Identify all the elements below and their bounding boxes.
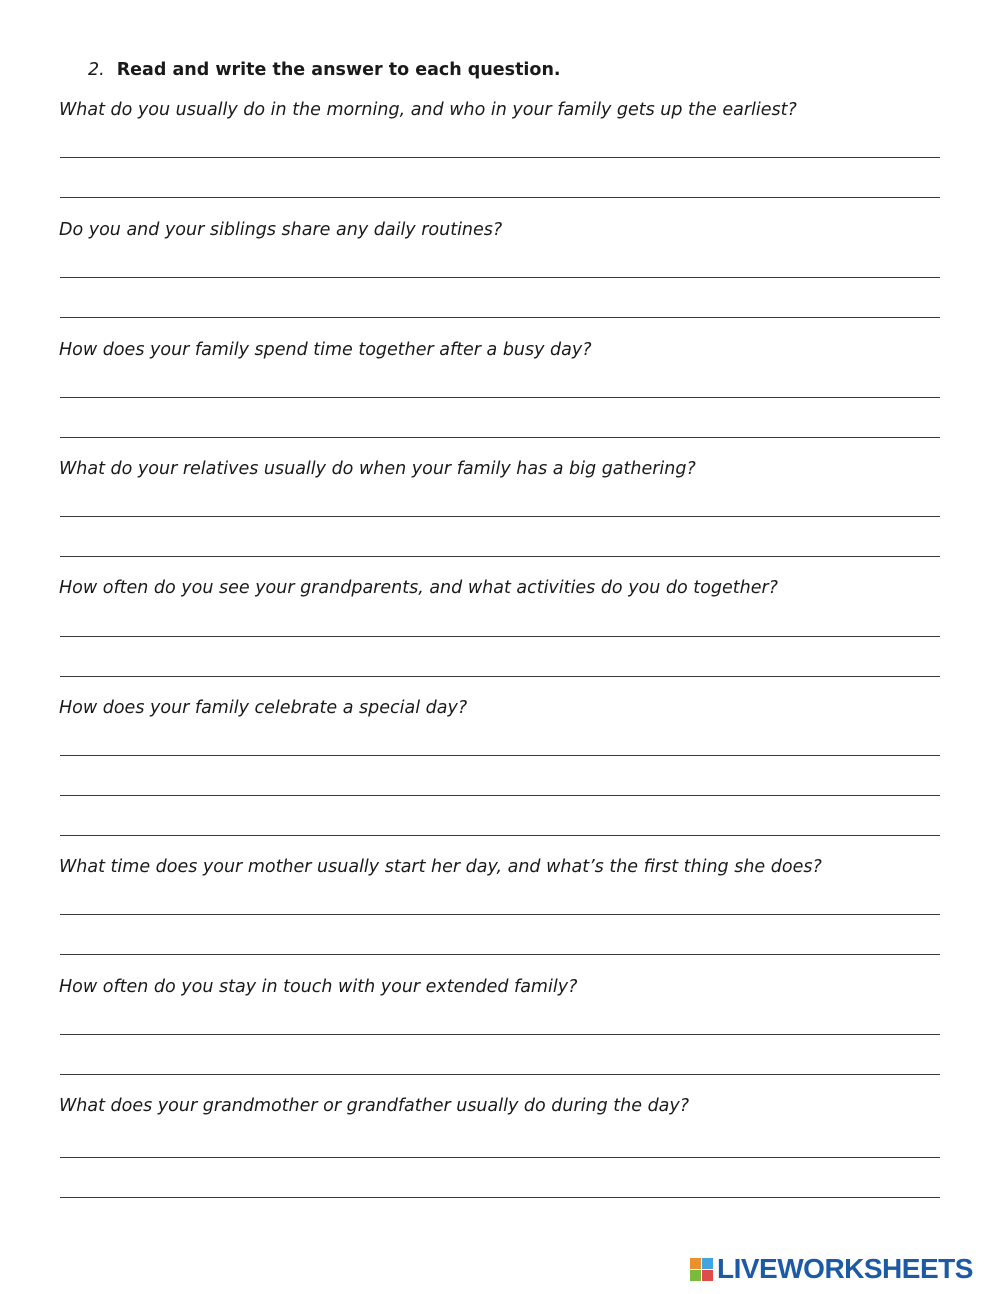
answer-line-5a[interactable] — [60, 636, 940, 637]
question-4: What do your relatives usually do when your family has a big gathering? — [59, 459, 696, 479]
answer-line-6c[interactable] — [60, 835, 940, 836]
logo-text: LIVEWORKSHEETS — [717, 1253, 973, 1284]
answer-line-4b[interactable] — [60, 556, 940, 557]
exercise-number: 2. — [88, 60, 105, 80]
answer-line-8a[interactable] — [60, 1034, 940, 1035]
question-7: What time does your mother usually start her day, and what’s the first thing she does? — [59, 857, 822, 877]
question-9: What does your grandmother or grandfather usually do during the day? — [59, 1096, 690, 1116]
answer-line-9b[interactable] — [60, 1197, 940, 1198]
liveworksheets-logo[interactable] — [690, 1254, 973, 1284]
answer-line-5b[interactable] — [60, 676, 940, 677]
exercise-instruction — [88, 60, 561, 80]
answer-line-3b[interactable] — [60, 437, 940, 438]
answer-line-7b[interactable] — [60, 954, 940, 955]
answer-line-1b[interactable] — [60, 197, 940, 198]
answer-line-7a[interactable] — [60, 914, 940, 915]
answer-line-6b[interactable] — [60, 795, 940, 796]
instruction-text: Read and write the answer to each question. — [116, 60, 561, 80]
answer-line-2a[interactable] — [60, 277, 940, 278]
answer-line-3a[interactable] — [60, 397, 940, 398]
logo-badge-icon — [690, 1258, 713, 1281]
answer-line-9a[interactable] — [60, 1157, 940, 1158]
question-1: What do you usually do in the morning, and who in your family gets up the earliest? — [59, 100, 797, 120]
question-2: Do you and your siblings share any daily routines? — [59, 220, 503, 240]
answer-line-2b[interactable] — [60, 317, 940, 318]
question-8: How often do you stay in touch with your extended family? — [59, 977, 578, 997]
answer-line-8b[interactable] — [60, 1074, 940, 1075]
answer-line-6a[interactable] — [60, 755, 940, 756]
answer-line-4a[interactable] — [60, 516, 940, 517]
question-5: How often do you see your grandparents, and what activities do you do together? — [59, 578, 778, 598]
answer-line-1a[interactable] — [60, 157, 940, 158]
question-3: How does your family spend time together after a busy day? — [59, 340, 592, 360]
question-6: How does your family celebrate a special day? — [59, 698, 468, 718]
